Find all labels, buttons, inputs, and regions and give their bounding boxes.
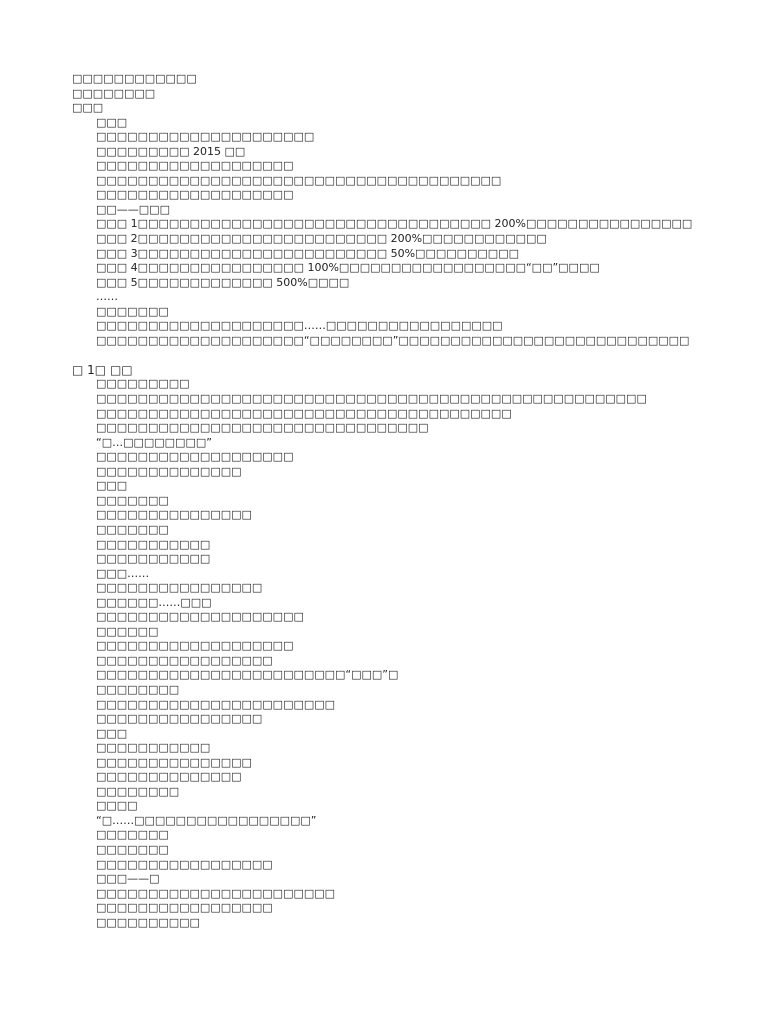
paragraph-line: □□□□□□□□□□□□□□□□□□□: [96, 450, 294, 464]
paragraph-line: □□□ 2□□□□□□□□□□□□□□□□□□□□□□□□ 200%□□□□□□□□□□□□: [96, 232, 547, 246]
paragraph-line: □□□□: [96, 799, 138, 813]
paragraph-line: □□□□□□□□□□□: [96, 741, 211, 755]
document-page: [72, 72, 728, 930]
paragraph-line: □□□□□□□: [96, 493, 169, 507]
paragraph-line: □□□□□□□□□□□: [96, 552, 211, 566]
paragraph-line: □□□ 5□□□□□□□□□□□□□ 500%□□□□: [96, 275, 350, 289]
paragraph-line: □□□: [96, 726, 128, 740]
paragraph-line: □□□□□□: [96, 624, 159, 638]
paragraph-line: □□——□□□: [96, 202, 170, 216]
paragraph-line: □□□□□□□□□□□□□□□□□□□: [96, 639, 294, 653]
paragraph-line: □□□□□□□□□ 2015 □□: [96, 144, 246, 158]
paragraph-line: □□□ 4□□□□□□□□□□□□□□□□ 100%□□□□□□□□□□□□□□□□□□“□□”□□□□: [96, 261, 600, 275]
paragraph-line: □□□: [96, 115, 128, 129]
paragraph-line: □□□□□□□□□□□□□□□: [96, 755, 252, 769]
paragraph-line: □□□□□□□: [96, 522, 169, 536]
paragraph-line: □□□□□□□□□□□□□□□□: [96, 581, 263, 595]
paragraph-line: □□□□□□□□□□□□□□□□: [96, 712, 263, 726]
paragraph-line: ……: [96, 290, 118, 304]
paragraph-line: □□□□□□□□□□□□□□□□□□□□“□□□□□□□□”□□□□□□□□□□□□□□□□□□□□□□□□□□□□: [96, 333, 690, 347]
paragraph-line: □□□□□□□□□: [96, 377, 190, 391]
paragraph-line: □□□□□□□□□□□□□□□□□□□□……□□□□□□□□□□□□□□□□□: [96, 319, 503, 333]
preface-body: [72, 116, 728, 349]
paragraph-line: □□□□□□□□□□□□□□□□□□□□□□□: [96, 886, 336, 900]
paragraph-line: “□…□□□□□□□□”: [96, 435, 212, 449]
paragraph-line: □□□□□□□: [96, 304, 169, 318]
paragraph-line: □□□□□□□□: [96, 682, 180, 696]
paragraph-line: □□□□□□□□□□□□□□□□□□□□□□□□□□□□□□□□□□□□□□□□: [96, 406, 512, 420]
section-gap: [72, 348, 728, 363]
paragraph-line: □□□□□□□□□□□□□□□□□□□□: [96, 610, 304, 624]
paragraph-line: □□□……: [96, 566, 150, 580]
preface-heading: □□□: [72, 101, 104, 115]
paragraph-line: □□□□□□□: [96, 842, 169, 856]
paragraph-line: □□□□□□□□□□□□□□□□□: [96, 857, 273, 871]
paragraph-line: “□……□□□□□□□□□□□□□□□□□”: [96, 813, 317, 827]
paragraph-line: □□□ 1□□□□□□□□□□□□□□□□□□□□□□□□□□□□□□□□□□ 200%□□□□□□□□□□□□□□□□: [96, 217, 693, 231]
paragraph-line: □□□□□□……□□□: [96, 595, 212, 609]
paragraph-line: □□□□□□□□□□□: [96, 537, 211, 551]
paragraph-line: □□□□□□□□□□□□□□□□□□□: [96, 188, 294, 202]
paragraph-line: □□□: [96, 479, 128, 493]
paragraph-line: □□□——□: [96, 872, 160, 886]
paragraph-line: □□□□□□□□□□□□□□□□□□□□□: [96, 130, 315, 144]
paragraph-line: □□□□□□□□□□□□□□□□□□□□□□□□□□□□□□□□□□□□□□□: [96, 173, 502, 187]
paragraph-line: □□□□□□□□□□□□□□□□□□□□□□□□□□□□□□□□: [96, 421, 429, 435]
paragraph-line: □□□□□□□□□□□□□□□□□□□□□□□□□□□□□□□□□□□□□□□□□□□□□□□□□□□□□: [96, 392, 647, 406]
paragraph-line: □□□□□□□□□□□□□□□□□: [96, 901, 273, 915]
paragraph-line: □□□□□□□□□□□□□□□: [96, 508, 252, 522]
author-line: □□□□□□□□: [72, 86, 156, 100]
paragraph-line: □□□□□□□□□□□□□□□□□: [96, 653, 273, 667]
chapter-heading: □ 1□ □□: [72, 362, 133, 377]
paragraph-line: □□□□□□□□□□: [96, 915, 200, 929]
book-title: □□□□□□□□□□□□: [72, 72, 197, 85]
paragraph-line: □□□□□□□□□□□□□□: [96, 770, 242, 784]
paragraph-line: □□□□□□□□□□□□□□□□□□□□□□□: [96, 697, 336, 711]
paragraph-line: □□□□□□□□□□□□□□□□□□□: [96, 159, 294, 173]
paragraph-line: □□□□□□□□□□□□□□: [96, 464, 242, 478]
paragraph-line: □□□□□□□□□□□□□□□□□□□□□□□□“□□□”□: [96, 668, 399, 682]
chapter-body: [72, 377, 728, 930]
paragraph-line: □□□□□□□: [96, 828, 169, 842]
paragraph-line: □□□□□□□□: [96, 784, 180, 798]
paragraph-line: □□□ 3□□□□□□□□□□□□□□□□□□□□□□□□ 50%□□□□□□□□□□: [96, 246, 519, 260]
